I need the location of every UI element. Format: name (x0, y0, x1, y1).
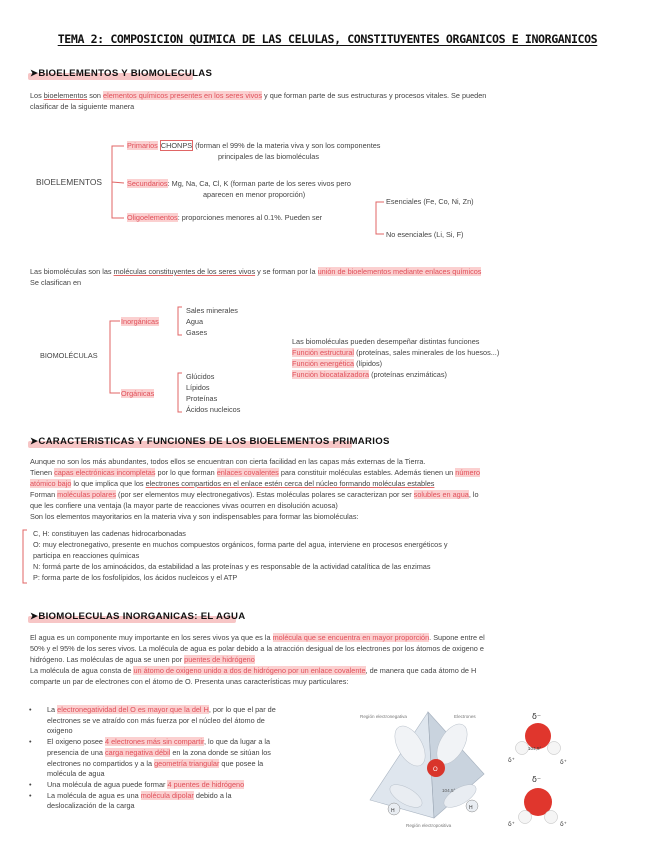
function-item: Función biocatalizadora (proteínas enzimáticas) (292, 370, 447, 379)
hydrogen-symbol: H (391, 808, 395, 814)
bullet-icon: • (29, 737, 32, 747)
tree-root-biomoleculas: BIOMOLÉCULAS (40, 351, 98, 360)
paragraph-biomoleculas: Las biomoléculas son las moléculas constituyentes de los seres vivos y se forman por la unión de bioelementos mediante enlaces químicos (30, 267, 482, 276)
label-region-positive: Región electropositiva (406, 823, 452, 828)
tree-oligoelementos: Oligoelementos: proporciones menores al 0.1%. Pueden ser (127, 213, 323, 222)
delta-minus-label: δ⁻ (532, 712, 542, 721)
paragraph-agua: El agua es un componente muy importante en los seres vivos ya que es la molécula que se encuentra en mayor proporción. Supone entre el 50% y el 95% de los seres vivos. La molécula de agua es polar debido a la atracción desigual de los electrones por los átomos de oxigeno e hidrógeno. Las moléculas de agua se unen por puentes de hidrógeno La molécula de agua consta de un átomo de oxigeno unido a dos de hidrógeno por un enlace covalente, de manera que cada átomo de H comparte un par de electrones con el átomo de O. Presenta unas características muy particulares: (30, 633, 485, 686)
delta-plus-label: δ⁺ (560, 759, 567, 766)
paragraph-intro-2: clasificar de la siguiente manera (30, 102, 135, 111)
bullet-icon: • (29, 790, 32, 800)
tree-organicas: Orgánicas (121, 389, 155, 398)
delta-plus-label: δ⁺ (508, 757, 515, 764)
hydrogen-symbol: H (469, 805, 473, 811)
tree-secundarios: Secundarios: Mg, Na, Ca, Cl, K (forman parte de los seres vivos pero (127, 179, 351, 188)
tree-no-esenciales: No esenciales (Li, Si, F) (386, 230, 464, 239)
functions-intro: Las biomoléculas pueden desempeñar distintas funciones (292, 337, 480, 346)
list-item: • La electronegatividad del O es mayor que la del H, por lo que el par de (29, 705, 276, 714)
list-item: electrones se ve atraído con más fuerza por el núcleo del átomo de (47, 715, 265, 725)
delta-minus-label: δ⁻ (532, 775, 542, 784)
function-item: Función energética (lípidos) (292, 359, 383, 368)
list-item: Agua (186, 317, 204, 326)
list-item: Proteínas (186, 394, 218, 403)
water-properties-list (29, 705, 276, 812)
list-item: molécula de agua (47, 769, 105, 779)
elements-list (33, 528, 448, 583)
tree-secundarios-2: aparecen en menor proporción) (203, 190, 306, 199)
paragraph-biomoleculas-2: Se clasifican en (30, 278, 82, 287)
section-heading-bioelementos: ➤BIOELEMENTOS Y BIOMOLECULAS (30, 68, 213, 79)
function-item: Función estructural (proteínas, sales minerales de los huesos...) (292, 348, 500, 357)
list-item: Gases (186, 328, 208, 337)
list-item: Ácidos nucleicos (186, 405, 241, 414)
list-item: C, H: constituyen las cadenas hidrocarbonadas (33, 529, 186, 538)
paragraph-caracteristicas: Aunque no son los más abundantes, todos ellos se encuentran con cierta facilidad en las capas más externas de la Tierra. Tienen capas electrónicas incompletas por lo que forman enlaces covalentes para constituir moléculas estables. Además tienen un número atómico bajo lo que implica que los electrones compartidos en el enlace estén cerca del núcleo formando moléculas estables Forman moléculas polares (por ser elementos muy electronegativos). Estas moléculas polares se caracterizan por ser solubles en agua, lo que les confiere una ventaja (la mayor parte de reacciones vivas ocurren en disolución acuosa) Son los elementos mayoritarios en la materia viva y son indispensables para formar las biomoléculas: (30, 457, 481, 521)
list-item: Sales minerales (186, 306, 238, 315)
tree-esenciales: Esenciales (Fe, Co, Ni, Zn) (386, 197, 474, 206)
section-heading-caracteristicas: ➤CARACTERISTICAS Y FUNCIONES DE LOS BIOELEMENTOS PRIMARIOS (30, 436, 390, 447)
label-region-negative: Región electronegativa (360, 714, 407, 719)
paragraph-intro: Los bioelementos son elementos químicos presentes en los seres vivos y que forman parte de sus estructuras y procesos vitales. Se pueden (30, 91, 487, 100)
tree-inorganicas: Inorgánicas (121, 317, 159, 326)
inorganic-list (186, 305, 238, 338)
list-item: Lípidos (186, 383, 210, 392)
label-angle: 104,5° (528, 746, 542, 751)
delta-plus-label: δ⁺ (508, 821, 515, 828)
list-item: presencia de una carga negativa débil en la zona donde se sitúan los (47, 747, 271, 757)
oxygen-symbol: O (433, 767, 438, 773)
bullet-icon: • (29, 705, 32, 714)
bullet-icon: • (29, 779, 32, 789)
section-heading-agua: ➤BIOMOLECULAS INORGANICAS: EL AGUA (30, 611, 246, 622)
list-item: electrones no compartidos y a la geometría triangular que posee la (47, 758, 264, 768)
list-item: • El oxigeno posee 4 electrones más sin compartir, lo que da lugar a la (29, 737, 271, 747)
list-item: P: forma parte de los fosfolípidos, los ácidos nucleicos y el ATP (33, 573, 238, 582)
tree-primarios-2: principales de las biomoléculas (218, 152, 319, 161)
organic-list (186, 371, 240, 415)
tree-root-bioelementos: BIOELEMENTOS (36, 177, 102, 187)
label-electrons: Electrones (454, 714, 476, 719)
list-item: N: formá parte de los aminoácidos, da estabilidad a las proteínas y es responsable de la actividad catalítica de las enzimas (33, 562, 431, 571)
list-item: oxigeno (47, 726, 73, 736)
water-molecule-models (500, 710, 580, 828)
page-title: TEMA 2: COMPOSICION QUIMICA DE LAS CELULAS, CONSTITUYENTES ORGANICOS E INORGANICOS (57, 32, 598, 46)
list-item: O: muy electronegativo, presente en muchos compuestos orgánicos, forma parte del agua, interviene en procesos energéticos y (33, 540, 448, 549)
list-item: Glúcidos (186, 372, 215, 381)
list-item: • Una molécula de agua puede formar 4 puentes de hidrógeno (29, 779, 245, 789)
label-angle: 104,5° (442, 788, 456, 793)
list-item: deslocalización de la carga (47, 801, 135, 811)
tree-primarios: Primarios CHONPS (forman el 99% de la materia viva y son los componentes (127, 141, 381, 150)
list-item: • La molécula de agua es una molécula dipolar debido a la (29, 790, 232, 800)
delta-plus-label: δ⁺ (560, 821, 567, 828)
water-tetrahedron-figure (360, 706, 495, 831)
functions-block (292, 336, 499, 380)
list-item: participa en reacciones químicas (33, 551, 140, 560)
